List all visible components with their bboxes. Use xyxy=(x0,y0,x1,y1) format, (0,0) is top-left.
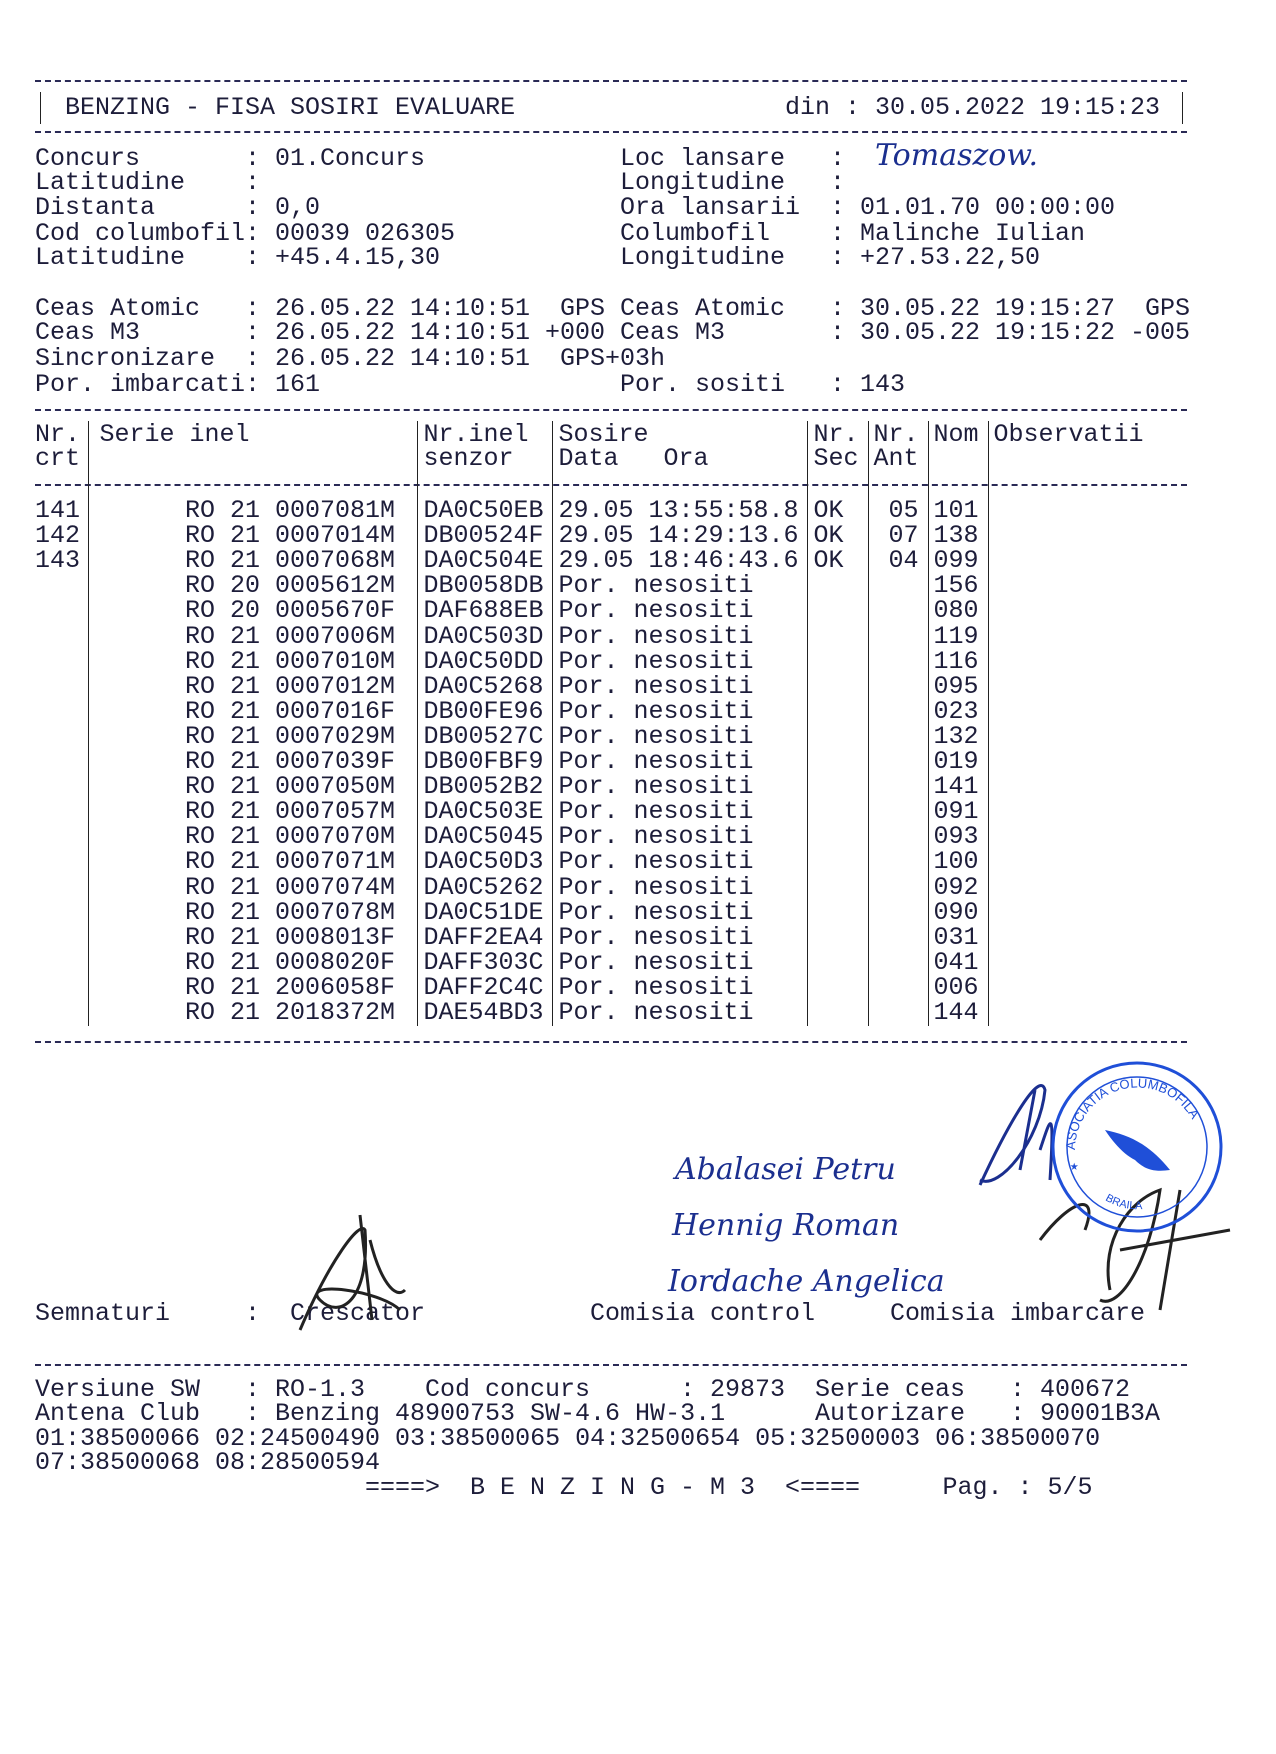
arrow-right: <==== xyxy=(785,1473,861,1502)
clock-suffix: -005 xyxy=(1130,318,1191,347)
clock-value: 26.05.22 14:10:51 xyxy=(275,294,531,323)
clock-value: 30.05.22 19:15:27 xyxy=(860,294,1116,323)
cell-ant: 05 xyxy=(888,496,919,525)
cell-senzor: DA0C5268 xyxy=(423,671,544,701)
cell-nom: 023 xyxy=(933,696,979,726)
cell-senzor: DA0C5045 xyxy=(423,822,544,852)
cell-sosire: Por. nesositi xyxy=(558,897,754,927)
footer-colon: : xyxy=(245,1399,261,1428)
cell-senzor: DB00FBF9 xyxy=(423,747,544,776)
column-header-obs: Observatii xyxy=(993,420,1144,449)
clock-label: Ceas Atomic xyxy=(35,294,201,323)
cell-nom: 119 xyxy=(933,621,979,651)
cell-sosire: Por. nesositi xyxy=(558,998,754,1027)
cell-nom: 092 xyxy=(933,872,979,902)
version-label: Versiune SW xyxy=(35,1375,201,1404)
cell-sosire: Por. nesositi xyxy=(558,671,754,701)
authorization-label: Autorizare xyxy=(815,1399,966,1428)
cell-senzor: DA0C51DE xyxy=(423,897,544,927)
cell-nom: 144 xyxy=(933,998,979,1027)
handwritten-name-3: Iordache Angelica xyxy=(668,1264,945,1299)
field-value: +27.53.22,50 xyxy=(860,243,1041,272)
cell-nom: 031 xyxy=(933,922,979,952)
field-label: Columbofil xyxy=(620,219,771,248)
cell-serie: RO 21 0007039F xyxy=(185,747,396,776)
clock-suffix: GPS xyxy=(1145,294,1191,323)
cell-serie: RO 21 0007081M xyxy=(185,496,396,525)
cell-sosire: Por. nesositi xyxy=(558,797,754,827)
cell-senzor: DB00524F xyxy=(423,521,544,551)
field-colon: : xyxy=(245,193,261,222)
clock-value: 143 xyxy=(860,370,906,399)
signature-control-label: Comisia control xyxy=(590,1299,816,1328)
field-colon: : xyxy=(245,344,261,373)
cell-sosire: 29.05 13:55:58.8 xyxy=(558,496,799,525)
cell-serie: RO 21 0007050M xyxy=(185,772,396,802)
cell-sosire: Por. nesositi xyxy=(558,872,754,902)
column-header-serie: Serie inel xyxy=(99,420,250,449)
column-header-crt: Nr. xyxy=(35,420,81,449)
cell-crt: 142 xyxy=(35,521,81,551)
cell-serie: RO 21 0007029M xyxy=(185,721,396,751)
cell-serie: RO 21 0007006M xyxy=(185,621,396,651)
clock-suffix: GPS+03h xyxy=(560,344,666,373)
cell-senzor: DA0C50D3 xyxy=(423,847,544,877)
column-header-nom: Nom xyxy=(933,420,979,449)
cell-ant: 07 xyxy=(888,521,919,551)
field-label: Ora lansarii xyxy=(620,193,801,222)
clock-label: Ceas M3 xyxy=(620,318,726,347)
field-label: Latitudine xyxy=(35,168,186,197)
field-value: +45.4.15,30 xyxy=(275,243,441,272)
field-colon: : xyxy=(830,294,846,323)
cell-serie: RO 20 0005670F xyxy=(185,596,396,626)
clock-label: Ceas Atomic xyxy=(620,294,786,323)
cell-senzor: DA0C503D xyxy=(423,621,544,651)
field-colon: : xyxy=(245,168,261,197)
cell-sosire: 29.05 18:46:43.6 xyxy=(558,546,799,576)
cell-senzor: DB0052B2 xyxy=(423,772,544,802)
field-colon: : xyxy=(830,370,846,399)
cell-senzor: DB00527C xyxy=(423,721,544,751)
cell-crt: 143 xyxy=(35,546,81,576)
field-value: Malinche Iulian xyxy=(860,219,1086,248)
handwritten-name-2: Hennig Roman xyxy=(672,1208,900,1243)
field-colon: : xyxy=(830,318,846,347)
cell-sec: OK xyxy=(813,496,844,525)
cell-nom: 156 xyxy=(933,571,979,601)
clock-suffix: +000 xyxy=(545,318,606,347)
clock-label: Sincronizare xyxy=(35,344,216,373)
clock-value: 26.05.22 14:10:51 xyxy=(275,318,531,347)
field-colon: : xyxy=(245,294,261,323)
footer-colon: : xyxy=(1010,1399,1026,1428)
field-colon: : xyxy=(245,144,261,173)
cell-nom: 138 xyxy=(933,521,979,551)
field-colon: : xyxy=(830,144,846,173)
clock-value: 30.05.22 19:15:22 xyxy=(860,318,1116,347)
cell-nom: 101 xyxy=(933,496,979,525)
cell-nom: 041 xyxy=(933,947,979,977)
cell-nom: 090 xyxy=(933,897,979,927)
svg-text:★: ★ xyxy=(1070,1159,1079,1175)
cell-senzor: DA0C504E xyxy=(423,546,544,576)
cell-sec: OK xyxy=(813,521,844,551)
field-colon: : xyxy=(830,193,846,222)
cell-nom: 116 xyxy=(933,646,979,676)
cell-senzor: DAFF303C xyxy=(423,947,544,977)
page-number: Pag. : 5/5 xyxy=(942,1473,1093,1502)
column-header-crt-sub: crt xyxy=(35,444,81,473)
cell-sosire: Por. nesositi xyxy=(558,847,754,877)
clock-value: 161 xyxy=(275,370,321,399)
cell-serie: RO 21 0008013F xyxy=(185,922,396,952)
signature-crescator-label: Crescator xyxy=(290,1299,426,1328)
cell-serie: RO 21 0007078M xyxy=(185,897,396,927)
cell-nom: 006 xyxy=(933,972,979,1002)
cell-sosire: Por. nesositi xyxy=(558,621,754,651)
cell-nom: 099 xyxy=(933,546,979,576)
field-colon: : xyxy=(830,168,846,197)
contest-code-value: 29873 xyxy=(710,1375,786,1404)
field-colon: : xyxy=(245,219,261,248)
field-colon: : xyxy=(830,243,846,272)
footer-colon: : xyxy=(1010,1375,1026,1404)
footer-colon: : xyxy=(680,1375,696,1404)
column-header-sec: Nr. xyxy=(813,420,859,449)
cell-nom: 141 xyxy=(933,772,979,802)
cell-sosire: Por. nesositi xyxy=(558,947,754,977)
column-header-sec-sub: Sec xyxy=(813,444,859,473)
cell-sosire: Por. nesositi xyxy=(558,972,754,1002)
contest-code-label: Cod concurs xyxy=(425,1375,591,1404)
arrow-left: ====> xyxy=(365,1473,441,1502)
field-label: Latitudine xyxy=(35,243,186,272)
column-header-sosire-sub: Data Ora xyxy=(558,444,709,473)
cell-senzor: DAF688EB xyxy=(423,596,544,626)
cell-nom: 132 xyxy=(933,721,979,751)
column-header-ant-sub: Ant xyxy=(873,444,919,473)
clock-label: Por. sositi xyxy=(620,370,786,399)
cell-nom: 100 xyxy=(933,847,979,877)
clock-serial-value: 400672 xyxy=(1040,1375,1131,1404)
field-value: 01.01.70 00:00:00 xyxy=(860,193,1116,222)
cell-serie: RO 21 0007016F xyxy=(185,696,396,726)
version-value: RO-1.3 xyxy=(275,1375,366,1404)
column-header-senzor: Nr.inel xyxy=(423,420,529,449)
cell-serie: RO 21 0007057M xyxy=(185,797,396,827)
cell-serie: RO 21 2018372M xyxy=(185,998,396,1027)
field-value: 01.Concurs xyxy=(275,144,426,173)
field-colon: : xyxy=(245,370,261,399)
signatures-colon: : xyxy=(245,1299,261,1328)
cell-sosire: Por. nesositi xyxy=(558,922,754,952)
antennas-line: 01:38500066 02:24500490 03:38500065 04:32500654 05:32500003 06:38500070 xyxy=(35,1424,1101,1453)
clock-label: Ceas M3 xyxy=(35,318,141,347)
cell-serie: RO 21 0007070M xyxy=(185,822,396,852)
cell-nom: 019 xyxy=(933,747,979,776)
cell-sosire: Por. nesositi xyxy=(558,696,754,726)
field-colon: : xyxy=(245,318,261,347)
field-value: 0,0 xyxy=(275,193,321,222)
handwritten-loc-lansare: Tomaszow. xyxy=(875,138,1038,173)
clock-serial-label: Serie ceas xyxy=(815,1375,966,1404)
field-label: Loc lansare xyxy=(620,144,786,173)
field-label: Longitudine xyxy=(620,168,786,197)
field-colon: : xyxy=(245,243,261,272)
cell-serie: RO 21 0007010M xyxy=(185,646,396,676)
cell-sosire: Por. nesositi xyxy=(558,596,754,626)
cell-nom: 093 xyxy=(933,822,979,852)
cell-senzor: DA0C503E xyxy=(423,797,544,827)
club-stamp xyxy=(1050,1060,1225,1235)
cell-sosire: Por. nesositi xyxy=(558,822,754,852)
cell-senzor: DB00FE96 xyxy=(423,696,544,726)
field-value: 00039 026305 xyxy=(275,219,456,248)
divider xyxy=(35,1364,1187,1366)
cell-serie: RO 21 2006058F xyxy=(185,972,396,1002)
svg-text:ASOCIATIA COLUMBOFILA: ASOCIATIA COLUMBOFILA xyxy=(1062,1075,1203,1151)
cell-nom: 095 xyxy=(933,671,979,701)
signatures-label: Semnaturi xyxy=(35,1299,171,1328)
cell-sec: OK xyxy=(813,546,844,576)
svg-text:BRAILA: BRAILA xyxy=(1103,1192,1143,1213)
field-label: Concurs xyxy=(35,144,141,173)
cell-senzor: DA0C5262 xyxy=(423,872,544,902)
cell-serie: RO 21 0007074M xyxy=(185,872,396,902)
cell-serie: RO 21 0007068M xyxy=(185,546,396,576)
cell-sosire: 29.05 14:29:13.6 xyxy=(558,521,799,551)
antenna-value: Benzing 48900753 SW-4.6 HW-3.1 xyxy=(275,1399,726,1428)
document-date: din : 30.05.2022 19:15:23 xyxy=(785,93,1161,122)
field-colon: : xyxy=(830,219,846,248)
cell-sosire: Por. nesositi xyxy=(558,747,754,776)
cell-sosire: Por. nesositi xyxy=(558,571,754,601)
field-label: Longitudine xyxy=(620,243,786,272)
cell-senzor: DA0C50EB xyxy=(423,496,544,525)
cell-serie: RO 21 0007012M xyxy=(185,671,396,701)
antennas-line: 07:38500068 08:28500594 xyxy=(35,1448,381,1477)
cell-ant: 04 xyxy=(888,546,919,576)
cell-senzor: DB0058DB xyxy=(423,571,544,601)
cell-sosire: Por. nesositi xyxy=(558,646,754,676)
clock-label: Por. imbarcati xyxy=(35,370,246,399)
column-header-senzor-sub: senzor xyxy=(423,444,514,473)
cell-sosire: Por. nesositi xyxy=(558,721,754,751)
brand-name: B E N Z I N G - M 3 xyxy=(470,1473,756,1502)
antenna-label: Antena Club xyxy=(35,1399,201,1428)
column-header-sosire: Sosire xyxy=(558,420,649,449)
field-label: Distanta xyxy=(35,193,156,222)
cell-senzor: DA0C50DD xyxy=(423,646,544,676)
cell-serie: RO 20 0005612M xyxy=(185,571,396,601)
cell-nom: 080 xyxy=(933,596,979,626)
cell-nom: 091 xyxy=(933,797,979,827)
clock-value: 26.05.22 14:10:51 xyxy=(275,344,531,373)
document-title: BENZING - FISA SOSIRI EVALUARE xyxy=(65,93,516,122)
clock-suffix: GPS xyxy=(560,294,606,323)
field-label: Cod columbofil xyxy=(35,219,246,248)
authorization-value: 90001B3A xyxy=(1040,1399,1161,1428)
column-header-ant: Nr. xyxy=(873,420,919,449)
handwritten-name-1: Abalasei Petru xyxy=(675,1152,896,1187)
cell-serie: RO 21 0008020F xyxy=(185,947,396,977)
cell-serie: RO 21 0007071M xyxy=(185,847,396,877)
cell-senzor: DAFF2EA4 xyxy=(423,922,544,952)
cell-serie: RO 21 0007014M xyxy=(185,521,396,551)
footer-colon: : xyxy=(245,1375,261,1404)
cell-sosire: Por. nesositi xyxy=(558,772,754,802)
cell-senzor: DAFF2C4C xyxy=(423,972,544,1002)
signature-imbarcare-label: Comisia imbarcare xyxy=(890,1299,1146,1328)
cell-crt: 141 xyxy=(35,496,81,525)
cell-senzor: DAE54BD3 xyxy=(423,998,544,1027)
